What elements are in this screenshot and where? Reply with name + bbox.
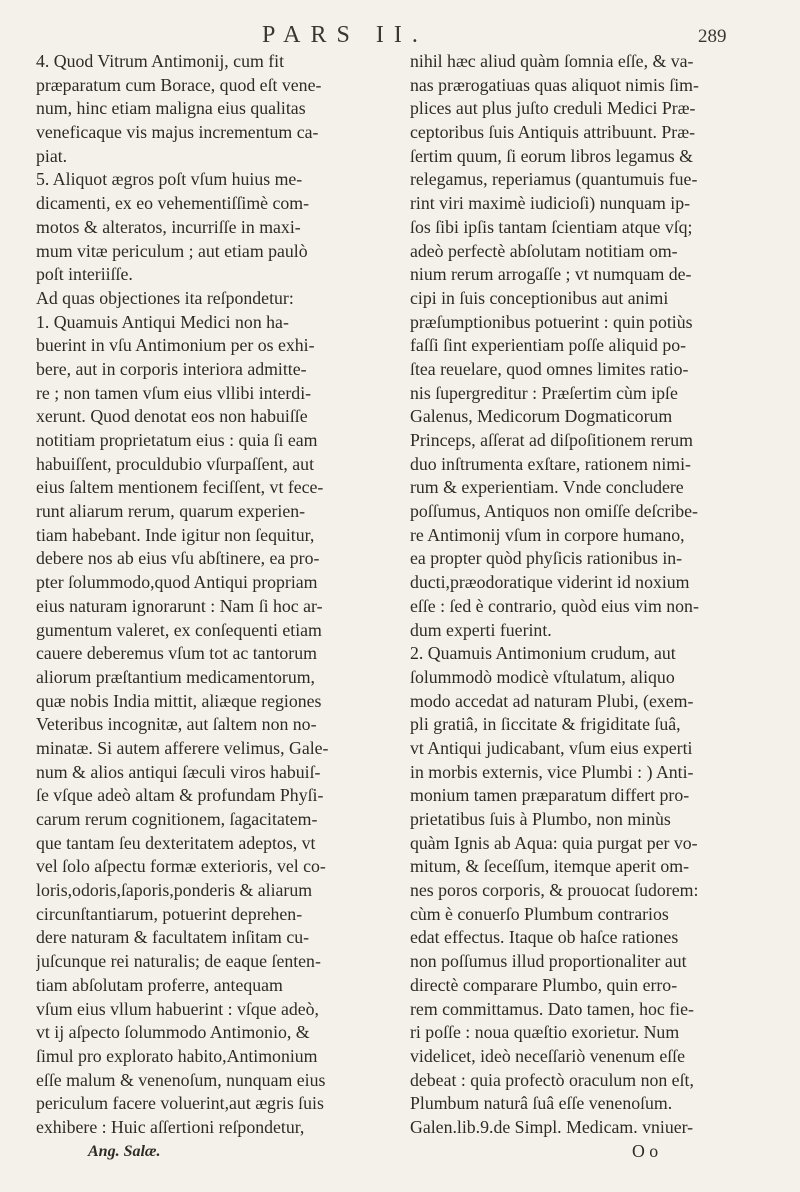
left-column — [36, 50, 386, 1163]
text-line: cipi in ſuis conceptionibus aut animi — [410, 287, 669, 308]
text-line: bere, aut in corporis interiora admitte- — [36, 358, 307, 379]
text-line: directè comparare Plumbo, quin erro- — [410, 974, 678, 995]
text-line: ea propter quòd phyſicis rationibus in- — [410, 548, 683, 569]
text-line: ſtea reuelare, quod omnes limites ratio- — [410, 358, 689, 379]
text-line: relegamus, reperiamus (quantumuis fue- — [410, 169, 698, 190]
text-line: vſum eius vllum habuerint : vſque adeò, — [36, 998, 319, 1019]
text-line: motos & alteratos, incurriſſe in maxi- — [36, 216, 301, 237]
text-line: cauere deberemus vſum tot ac tantorum — [36, 643, 317, 664]
catchword: Ang. Salæ. — [88, 1142, 161, 1160]
text-line: debeat : quia profectò oraculum non eſt, — [410, 1069, 694, 1090]
text-line: edat effectus. Itaque ob haſce rationes — [410, 927, 679, 948]
text-line: 4. Quod Vitrum Antimonij, cum fit — [36, 51, 285, 71]
signature-mark: O o — [632, 1140, 659, 1161]
running-title: PARS II. — [262, 22, 428, 48]
text-line: re ; non tamen vſum eius vllibi interdi- — [36, 382, 312, 403]
right-column-text — [410, 50, 766, 1140]
text-line: Plumbum naturâ ſuâ eſſe venenoſum. — [410, 1093, 673, 1114]
text-line: 1. Quamuis Antiqui Medici non ha- — [36, 311, 289, 332]
text-line: ſolummodò modicè vſtulatum, aliquo — [410, 666, 675, 687]
text-line: eſſe : ſed è contrario, quòd eius vim non- — [410, 595, 699, 616]
text-line: piat. — [36, 145, 68, 166]
text-line: num, hinc etiam maligna eius qualitas — [36, 98, 306, 119]
text-line: 2. Quamuis Antimonium crudum, aut — [410, 643, 676, 664]
text-line: tiam abſolutam proferre, antequam — [36, 974, 283, 995]
text-line: ſos ſibi ipſis tantam ſcientiam atque vſq; — [410, 216, 693, 237]
text-line: modo accedat ad naturam Plubi, (exem- — [410, 690, 694, 711]
text-line: xerunt. Quod denotat eos non habuiſſe — [36, 406, 308, 427]
text-line: vt ij aſpecto ſolummodo Antimonio, & — [36, 1022, 310, 1043]
text-line: ſimul pro explorato habito,Antimonium — [36, 1045, 318, 1066]
text-line: dere naturam & facultatem inſitam cu- — [36, 927, 310, 948]
text-line: aliorum præſtantium medicamentorum, — [36, 666, 316, 687]
text-line: eſſe malum & venenoſum, nunquam eius — [36, 1069, 326, 1090]
text-line: num & alios antiqui ſæculi viros habuiſ- — [36, 761, 321, 782]
text-line: tiam habebant. Inde igitur non ſequitur, — [36, 524, 315, 545]
text-line: vel ſolo aſpectu formæ exterioris, vel co- — [36, 856, 326, 877]
text-line: ceptoribus ſuis Antiquis attribuunt. Præ- — [410, 122, 695, 143]
text-line: 5. Aliquot ægros poſt vſum huius me- — [36, 169, 303, 190]
text-line: runt aliarum rerum, quarum experien- — [36, 501, 306, 522]
right-column — [410, 50, 766, 1163]
text-line: monium tamen præparatum differt pro- — [410, 785, 690, 806]
text-line: re Antimonij vſum in corpore humano, — [410, 524, 685, 545]
text-line: poſt interiiſſe. — [36, 264, 133, 285]
text-line: faſſi ſint experientiam poſſe aliquid po- — [410, 335, 687, 356]
text-line: Veteribus incognitæ, aut ſaltem non no- — [36, 714, 317, 735]
text-line: poſſumus, Antiquos non omiſſe deſcribe- — [410, 501, 698, 522]
text-line: nihil hæc aliud quàm ſomnia eſſe, & va- — [410, 51, 694, 71]
text-line: circunſtantiarum, potuerint deprehen- — [36, 903, 303, 924]
text-line: nes poros corporis, & prouocat ſudorem: — [410, 880, 699, 901]
text-line: pli gratiâ, in ſiccitate & frigiditate ſuâ, — [410, 714, 681, 735]
left-column-text — [36, 50, 386, 1140]
text-line: in morbis externis, vice Plumbi : ) Anti- — [410, 761, 694, 782]
text-line: rum & experientiam. Vnde concludere — [410, 477, 684, 498]
text-line: adeò perfectè abſolutam notitiam om- — [410, 240, 678, 261]
text-line: que tantam ſeu dexteritatem adeptos, vt — [36, 832, 316, 853]
text-line: nas prærogatiuas quas aliquot nimis ſim- — [410, 74, 699, 95]
text-line: nis ſupergreditur : Præſertim cùm ipſe — [410, 382, 678, 403]
text-line: videlicet, ideò neceſſariò venenum eſſe — [410, 1045, 685, 1066]
text-line: gumentum valeret, ex conſequenti etiam — [36, 619, 322, 640]
text-line: mitum, & ſeceſſum, itemque aperit om- — [410, 856, 689, 877]
text-line: Princeps, aſſerat ad diſpoſitionem rerum — [410, 430, 693, 450]
text-line: cùm è conuerſo Plumbum contrarios — [410, 903, 669, 924]
text-line: præparatum cum Borace, quod eſt vene- — [36, 74, 322, 95]
text-line: dicamenti, ex eo vehementiſſimè com- — [36, 193, 310, 214]
text-line: quàm Ignis ab Aqua: quia purgat per vo- — [410, 832, 698, 853]
text-line: pter ſolummodo,quod Antiqui propriam — [36, 572, 318, 593]
text-line: plices aut plus juſto creduli Medici Præ- — [410, 98, 696, 119]
text-line: Galen.lib.9.de Simpl. Medicam. vniuer- — [410, 1116, 694, 1137]
text-line: ducti,præodoratique viderint id noxium — [410, 572, 690, 593]
text-line: vt Antiqui judicabant, vſum eius experti — [410, 737, 693, 758]
text-line: juſcunque rei naturalis; de eaque ſenten- — [36, 951, 321, 972]
text-line: exhibere : Huic aſſertioni reſpondetur, — [36, 1116, 305, 1137]
text-line: Galenus, Medicorum Dogmaticorum — [410, 406, 673, 427]
running-head — [0, 18, 800, 52]
text-line: rint viri maximè iudicioſi) nunquam ip- — [410, 193, 691, 214]
text-line: non poſſumus illud proportionaliter aut — [410, 951, 687, 972]
text-line: veneficaque vis majus incrementum ca- — [36, 122, 319, 143]
text-line: notitiam proprietatum eius : quia ſi eam — [36, 430, 318, 450]
text-line: rem committamus. Dato tamen, hoc fie- — [410, 998, 694, 1019]
text-line: quæ nobis India mittit, aliæque regiones — [36, 690, 322, 711]
text-line: eius ſaltem mentionem feciſſent, vt fece- — [36, 477, 324, 498]
text-line: eius naturam ignorarunt : Nam ſi hoc ar- — [36, 595, 323, 616]
text-line: Ad quas objectiones ita reſpondetur: — [36, 287, 294, 308]
text-line: ri poſſe : noua quæſtio exorietur. Num — [410, 1022, 680, 1043]
text-line: carum rerum cognitionem, ſagacitatem- — [36, 809, 318, 829]
text-line: periculum facere voluerint,aut ægris ſuis — [36, 1093, 324, 1114]
text-line: duo inſtrumenta exſtare, rationem nimi- — [410, 453, 691, 474]
text-line: mum vitæ periculum ; aut etiam paulò — [36, 240, 308, 261]
page-number: 289 — [698, 26, 727, 47]
text-line: ſe vſque adeò altam & profundam Phyſi- — [36, 785, 324, 806]
text-line: nium rerum arrogaſſe ; vt numquam de- — [410, 264, 692, 285]
text-line: habuiſſent, proculdubio vſurpaſſent, aut — [36, 453, 315, 474]
text-line: debere nos ab eius vſu abſtinere, ea pro- — [36, 548, 320, 569]
text-line: loris,odoris,ſaporis,ponderis & aliarum — [36, 880, 313, 901]
text-line: præſumptionibus potuerint : quin potiùs — [410, 311, 693, 332]
text-line: dum experti fuerint. — [410, 619, 552, 640]
text-line: minatæ. Si autem afferere velimus, Gale- — [36, 737, 329, 758]
text-line: ſertim quum, ſi eorum libros legamus & — [410, 145, 693, 166]
text-line: prietatibus ſuis à Plumbo, non minùs — [410, 809, 671, 829]
text-line: buerint in vſu Antimonium per os exhi- — [36, 335, 315, 356]
